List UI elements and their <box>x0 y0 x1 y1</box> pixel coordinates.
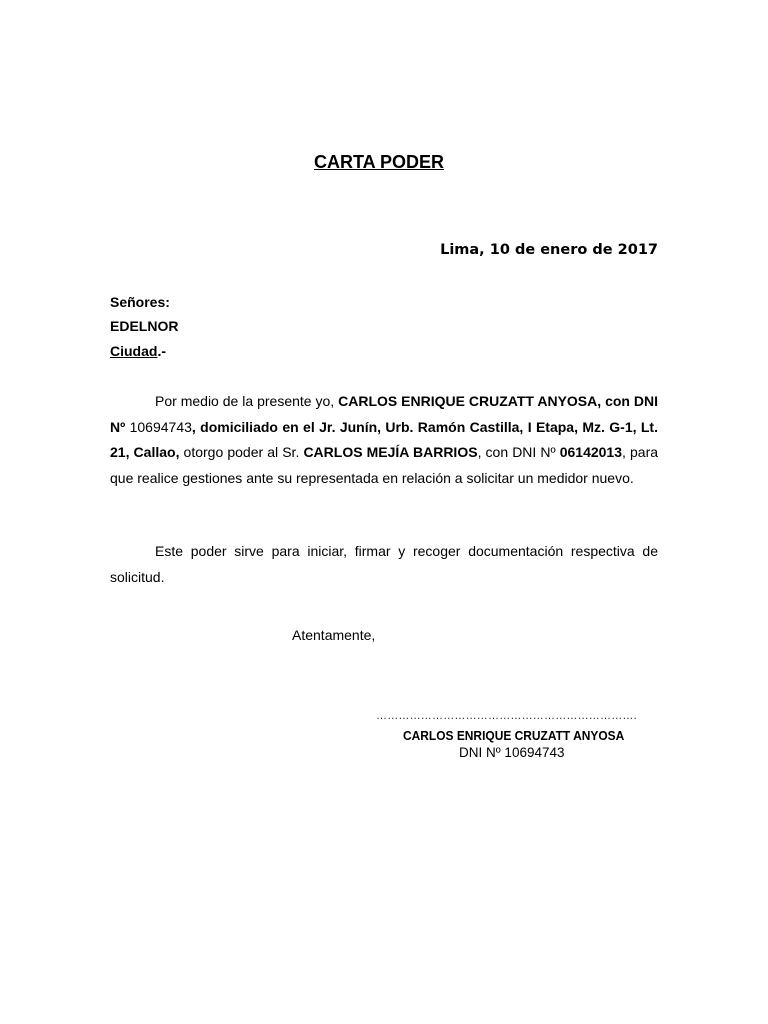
letter-title: CARTA PODER <box>314 152 444 172</box>
recipient-salutation: Señores: <box>110 294 170 310</box>
p1-text-5: , para que realice gestiones ante su representada en relación a solicitar un medidor nuevo. <box>110 444 659 486</box>
p1-text-3: otorgo poder al Sr. <box>179 444 304 460</box>
letter-date: Lima, 10 de enero de 2017 <box>440 242 658 258</box>
p1-text-2: 10694743 <box>125 418 192 435</box>
recipient-city-name: Ciudad <box>110 343 158 359</box>
p1-bold-2: , domiciliado en el Jr. Junín, Urb. Ramón Castilla, I Etapa, Mz. G-1, Lt. 21, Callao, <box>110 418 658 460</box>
closing: Atentamente, <box>292 627 376 643</box>
signature-name: CARLOS ENRIQUE CRUZATT ANYOSA <box>403 728 625 743</box>
signature-dni: DNI Nº 10694743 <box>459 745 565 760</box>
p1-bold-1: CARLOS ENRIQUE CRUZATT ANYOSA, con DNI Nº <box>110 393 658 435</box>
recipient-city-suffix: .- <box>157 343 167 359</box>
p1-bold-3: CARLOS MEJÍA BARRIOS <box>303 444 478 460</box>
p1-text-1: Por medio de la presente yo, <box>155 393 339 409</box>
signature-line: ……………………………………………………………. <box>376 710 637 722</box>
p1-bold-4: 06142013 <box>559 444 623 460</box>
recipient-company: EDELNOR <box>110 318 179 334</box>
recipient-city <box>110 343 166 359</box>
p1-text-4: , con DNI Nº <box>477 444 560 460</box>
p2-text: Este poder sirve para iniciar, firmar y recoger documentación respectiva de solicitud. <box>110 543 658 585</box>
body-paragraph-2 <box>110 539 658 590</box>
body-paragraph-1 <box>110 389 658 491</box>
